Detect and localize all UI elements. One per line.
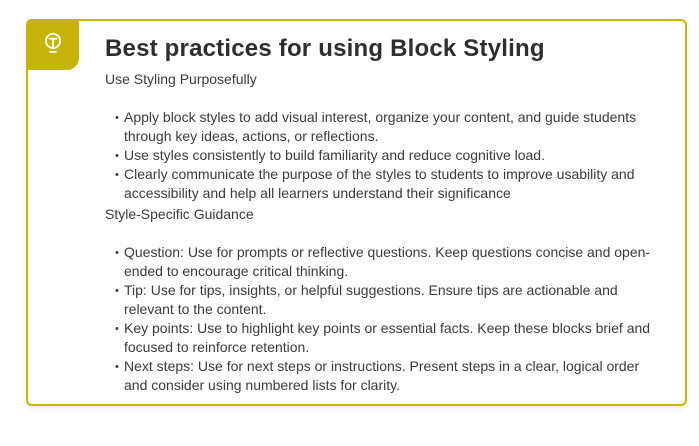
callout-title: Best practices for using Block Styling <box>105 35 545 62</box>
bullet-item: • Clearly communicate the purpose of the styles to students to improve usability and accessibility and help all learners understand their significance <box>115 165 651 203</box>
section-style-specific-guidance <box>105 205 651 395</box>
lightbulb-icon <box>40 30 66 60</box>
bullet-item: • Key points: Use to highlight key points or essential facts. Keep these blocks brief and focused to reinforce retention. <box>115 319 651 357</box>
bullet-item: • Apply block styles to add visual interest, organize your content, and guide students through key ideas, actions, or reflections. <box>115 108 651 146</box>
section-heading: Use Styling Purposefully <box>105 71 257 87</box>
section-use-styling-purposefully <box>105 70 651 203</box>
bullet-list <box>105 243 651 395</box>
bullet-item: • Next steps: Use for next steps or instructions. Present steps in a clear, logical order and consider using numbered lists for clarity. <box>115 357 651 395</box>
callout-content <box>28 21 685 395</box>
tip-icon-block <box>26 19 79 70</box>
bullet-item: • Tip: Use for tips, insights, or helpful suggestions. Ensure tips are actionable and relevant to the content. <box>115 281 651 319</box>
bullet-item: • Use styles consistently to build familiarity and reduce cognitive load. <box>115 146 651 165</box>
bullet-item: • Question: Use for prompts or reflective questions. Keep questions concise and open-ended to encourage critical thinking. <box>115 243 651 281</box>
section-heading: Style-Specific Guidance <box>105 206 254 222</box>
bullet-list <box>105 108 651 203</box>
best-practices-callout <box>26 19 687 406</box>
